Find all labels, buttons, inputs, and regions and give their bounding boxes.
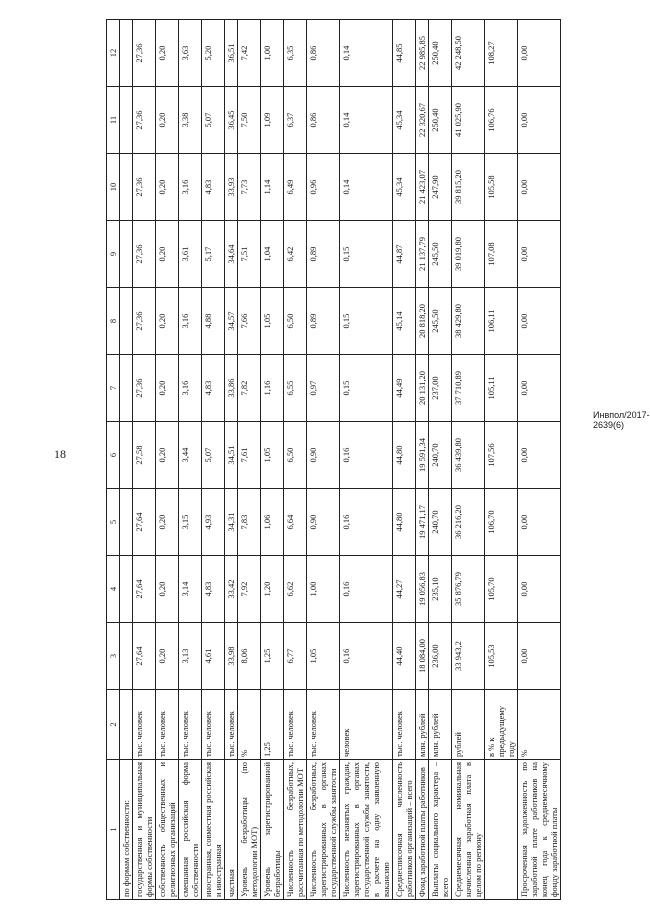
value-cell: 19 471,17 (416, 489, 429, 556)
table-row (393, 20, 416, 900)
value-cell: 19 056,83 (416, 556, 429, 623)
value-cell: 45,34 (393, 87, 416, 154)
value-cell: 18 084,00 (416, 623, 429, 690)
value-cell: 0,96 (307, 154, 340, 221)
value-cell: 0,86 (307, 87, 340, 154)
value-cell: 42 248,50 (452, 20, 485, 87)
value-cell: 0,20 (156, 623, 179, 690)
table-row (340, 20, 393, 900)
value-cell: 38 429,80 (452, 288, 485, 355)
value-cell: 5,20 (202, 20, 225, 87)
value-cell: 7,92 (238, 556, 261, 623)
header-cell: 11 (107, 87, 120, 154)
value-cell: 0,97 (307, 355, 340, 422)
value-cell: 7,66 (238, 288, 261, 355)
value-cell: 4,83 (202, 355, 225, 422)
value-cell: 27,36 (133, 221, 156, 288)
value-cell (120, 288, 133, 355)
value-cell: 3,16 (179, 355, 202, 422)
indicator-label: Уровень зарегистрированной безработицы (261, 760, 284, 900)
value-cell: 0,14 (340, 87, 393, 154)
value-cell: 0,86 (307, 20, 340, 87)
unit-cell: тыс. человек (133, 690, 156, 760)
header-cell: 10 (107, 154, 120, 221)
value-cell: 20 818,20 (416, 288, 429, 355)
value-cell: 22 320,67 (416, 87, 429, 154)
value-cell: 1,05 (261, 422, 284, 489)
value-cell: 27,36 (133, 20, 156, 87)
value-cell (120, 355, 133, 422)
value-cell: 1,00 (261, 20, 284, 87)
value-cell: 34,64 (225, 221, 238, 288)
value-cell: 6,64 (284, 489, 307, 556)
value-cell: 6,77 (284, 623, 307, 690)
value-cell: 237,00 (429, 355, 452, 422)
unit-cell: в % к предыдущему году (485, 690, 518, 760)
unit-cell: 1,25 (261, 690, 284, 760)
table-row (307, 20, 340, 900)
value-cell: 4,93 (202, 489, 225, 556)
value-cell: 0,14 (340, 154, 393, 221)
value-cell: 5,17 (202, 221, 225, 288)
unit-cell: тыс. человек (179, 690, 202, 760)
value-cell: 106,70 (485, 489, 518, 556)
value-cell: 1,14 (261, 154, 284, 221)
value-cell: 6,55 (284, 355, 307, 422)
value-cell: 21 423,07 (416, 154, 429, 221)
table-row (429, 20, 452, 900)
value-cell: 3,16 (179, 288, 202, 355)
table-row (284, 20, 307, 900)
value-cell: 6,37 (284, 87, 307, 154)
page-number: 18 (54, 447, 66, 461)
value-cell: 36,51 (225, 20, 238, 87)
value-cell (120, 422, 133, 489)
value-cell: 240,70 (429, 422, 452, 489)
header-cell: 1 (107, 760, 120, 900)
value-cell: 27,36 (133, 355, 156, 422)
value-cell: 39 019,80 (452, 221, 485, 288)
value-cell (120, 489, 133, 556)
value-cell: 3,44 (179, 422, 202, 489)
value-cell: 4,61 (202, 623, 225, 690)
value-cell: 0,00 (518, 20, 561, 87)
header-cell: 9 (107, 221, 120, 288)
value-cell: 35 876,79 (452, 556, 485, 623)
value-cell: 0,20 (156, 87, 179, 154)
value-cell: 106,76 (485, 87, 518, 154)
table-row (179, 20, 202, 900)
value-cell: 105,53 (485, 623, 518, 690)
value-cell: 7,61 (238, 422, 261, 489)
unit-cell: % (518, 690, 561, 760)
unit-cell: тыс. человек (284, 690, 307, 760)
value-cell: 1,05 (307, 623, 340, 690)
value-cell: 105,70 (485, 556, 518, 623)
value-cell: 7,51 (238, 221, 261, 288)
value-cell: 44,80 (393, 489, 416, 556)
table-row (202, 20, 225, 900)
value-cell: 0,00 (518, 288, 561, 355)
indicator-label: собственность общественных и религиозных организаций (156, 760, 179, 900)
value-cell: 36,45 (225, 87, 238, 154)
value-cell: 0,90 (307, 489, 340, 556)
table-row (120, 20, 133, 900)
unit-cell: тыс. человек (225, 690, 238, 760)
value-cell: 44,27 (393, 556, 416, 623)
value-cell: 37 710,89 (452, 355, 485, 422)
table-row (518, 20, 561, 900)
value-cell: 7,82 (238, 355, 261, 422)
value-cell: 0,14 (340, 20, 393, 87)
value-cell: 0,90 (307, 422, 340, 489)
value-cell: 33,42 (225, 556, 238, 623)
indicator-label: Среднемесячная номинальная начисленная заработная плата в целом по региону (452, 760, 485, 900)
indicator-label: государственная и муниципальная формы собственности (133, 760, 156, 900)
table-row (261, 20, 284, 900)
value-cell: 36 216,20 (452, 489, 485, 556)
value-cell: 0,00 (518, 87, 561, 154)
value-cell: 0,00 (518, 422, 561, 489)
value-cell: 20 131,20 (416, 355, 429, 422)
value-cell: 6,42 (284, 221, 307, 288)
header-cell: 4 (107, 556, 120, 623)
value-cell: 6,50 (284, 422, 307, 489)
table-row (225, 20, 238, 900)
table-row (485, 20, 518, 900)
value-cell: 0,20 (156, 20, 179, 87)
value-cell: 44,49 (393, 355, 416, 422)
value-cell: 8,06 (238, 623, 261, 690)
value-cell: 44,85 (393, 20, 416, 87)
value-cell: 6,49 (284, 154, 307, 221)
value-cell: 1,00 (307, 556, 340, 623)
header-cell: 2 (107, 690, 120, 760)
value-cell: 0,20 (156, 355, 179, 422)
indicator-label: Выплаты социального характера – всего (429, 760, 452, 900)
value-cell: 45,34 (393, 154, 416, 221)
value-cell: 1,16 (261, 355, 284, 422)
value-cell: 0,15 (340, 288, 393, 355)
value-cell: 6,35 (284, 20, 307, 87)
unit-cell (120, 690, 133, 760)
value-cell: 0,16 (340, 489, 393, 556)
value-cell: 0,20 (156, 422, 179, 489)
unit-cell: тыс. человек (156, 690, 179, 760)
value-cell: 0,00 (518, 556, 561, 623)
value-cell: 0,16 (340, 556, 393, 623)
value-cell: 33 943,2 (452, 623, 485, 690)
value-cell: 0,89 (307, 288, 340, 355)
indicator-label: частная (225, 760, 238, 900)
value-cell: 0,15 (340, 221, 393, 288)
value-cell: 236,00 (429, 623, 452, 690)
unit-cell: рублей (452, 690, 485, 760)
value-cell: 247,90 (429, 154, 452, 221)
value-cell: 1,20 (261, 556, 284, 623)
value-cell: 44,80 (393, 422, 416, 489)
indicator-label: Уровень безработицы (по методологии МОТ) (238, 760, 261, 900)
value-cell: 0,89 (307, 221, 340, 288)
value-cell: 27,36 (133, 87, 156, 154)
value-cell: 3,15 (179, 489, 202, 556)
value-cell: 44,87 (393, 221, 416, 288)
value-cell: 3,63 (179, 20, 202, 87)
value-cell: 0,20 (156, 489, 179, 556)
value-cell: 27,64 (133, 489, 156, 556)
value-cell: 3,14 (179, 556, 202, 623)
value-cell: 1,06 (261, 489, 284, 556)
value-cell: 105,58 (485, 154, 518, 221)
value-cell: 0,20 (156, 288, 179, 355)
value-cell: 3,13 (179, 623, 202, 690)
value-cell: 235,10 (429, 556, 452, 623)
value-cell (120, 154, 133, 221)
table-body (120, 20, 561, 900)
unit-cell: тыс. человек (307, 690, 340, 760)
indicator-label: Среднесписочная численность работников организаций – всего (393, 760, 416, 900)
forecast-table (106, 19, 561, 900)
value-cell: 3,38 (179, 87, 202, 154)
unit-cell: тыс. человек (393, 690, 416, 760)
value-cell: 6,50 (284, 288, 307, 355)
value-cell: 5,07 (202, 422, 225, 489)
value-cell: 7,50 (238, 87, 261, 154)
value-cell: 240,70 (429, 489, 452, 556)
value-cell: 34,57 (225, 288, 238, 355)
value-cell: 1,04 (261, 221, 284, 288)
table-row (156, 20, 179, 900)
value-cell: 22 985,85 (416, 20, 429, 87)
value-cell: 44,40 (393, 623, 416, 690)
indicator-label: иностранная, совместная российская и иностранная (202, 760, 225, 900)
value-cell: 33,86 (225, 355, 238, 422)
value-cell (120, 221, 133, 288)
document-id: Инвпол/2017-2639(6) (593, 410, 650, 430)
value-cell: 21 137,79 (416, 221, 429, 288)
value-cell: 27,64 (133, 623, 156, 690)
value-cell: 0,20 (156, 556, 179, 623)
value-cell: 1,25 (261, 623, 284, 690)
value-cell (120, 87, 133, 154)
value-cell: 245,50 (429, 221, 452, 288)
indicator-label (485, 760, 518, 900)
value-cell: 7,83 (238, 489, 261, 556)
value-cell (120, 623, 133, 690)
unit-cell: % (238, 690, 261, 760)
table-row (133, 20, 156, 900)
indicator-label: Просроченная задолженность по заработной плате работников на конец года к среднемесячному фонду заработной платы (518, 760, 561, 900)
value-cell: 0,15 (340, 355, 393, 422)
value-cell: 4,88 (202, 288, 225, 355)
value-cell: 19 591,34 (416, 422, 429, 489)
value-cell: 33,93 (225, 154, 238, 221)
value-cell: 105,11 (485, 355, 518, 422)
value-cell: 0,00 (518, 489, 561, 556)
value-cell: 45,14 (393, 288, 416, 355)
value-cell: 1,09 (261, 87, 284, 154)
value-cell: 3,16 (179, 154, 202, 221)
value-cell: 0,20 (156, 221, 179, 288)
value-cell: 7,73 (238, 154, 261, 221)
value-cell: 0,16 (340, 422, 393, 489)
value-cell: 0,16 (340, 623, 393, 690)
table-row (416, 20, 429, 900)
value-cell: 106,11 (485, 288, 518, 355)
value-cell: 108,27 (485, 20, 518, 87)
header-cell: 5 (107, 489, 120, 556)
value-cell: 39 815,20 (452, 154, 485, 221)
value-cell: 7,42 (238, 20, 261, 87)
value-cell: 4,83 (202, 556, 225, 623)
indicator-label: Фонд заработной платы работников (416, 760, 429, 900)
header-cell: 12 (107, 20, 120, 87)
value-cell: 36 439,80 (452, 422, 485, 489)
table-row (452, 20, 485, 900)
value-cell: 0,00 (518, 221, 561, 288)
header-cell: 7 (107, 355, 120, 422)
value-cell: 3,61 (179, 221, 202, 288)
value-cell: 4,83 (202, 154, 225, 221)
value-cell (120, 20, 133, 87)
header-row (107, 20, 120, 900)
value-cell: 33,98 (225, 623, 238, 690)
value-cell: 245,50 (429, 288, 452, 355)
header-cell: 8 (107, 288, 120, 355)
value-cell: 0,00 (518, 355, 561, 422)
unit-cell: тыс. человек (202, 690, 225, 760)
value-cell (120, 556, 133, 623)
value-cell: 250,40 (429, 20, 452, 87)
rotated-table-container (106, 20, 616, 900)
indicator-label: по формам собственности: (120, 760, 133, 900)
header-cell: 6 (107, 422, 120, 489)
value-cell: 5,07 (202, 87, 225, 154)
value-cell: 107,08 (485, 221, 518, 288)
value-cell: 250,40 (429, 87, 452, 154)
table-row (238, 20, 261, 900)
value-cell: 0,00 (518, 623, 561, 690)
value-cell: 34,51 (225, 422, 238, 489)
value-cell: 27,58 (133, 422, 156, 489)
indicator-label: Численность незанятых граждан, зарегистрированных в органах государственной службы занятости, в расчете на одну заявленную вакансию (340, 760, 393, 900)
indicator-label: Численность безработных, рассчитанная по методологии МОТ (284, 760, 307, 900)
unit-cell: млн. рублей (416, 690, 429, 760)
value-cell: 27,36 (133, 288, 156, 355)
value-cell: 41 025,90 (452, 87, 485, 154)
indicator-label: Численность безработных, зарегистрированных в органах государственной службы занятости (307, 760, 340, 900)
value-cell: 6,62 (284, 556, 307, 623)
value-cell: 0,20 (156, 154, 179, 221)
unit-cell: млн. рублей (429, 690, 452, 760)
value-cell: 27,64 (133, 556, 156, 623)
value-cell: 107,56 (485, 422, 518, 489)
header-cell: 3 (107, 623, 120, 690)
indicator-label: смешанная российская форма собственности (179, 760, 202, 900)
value-cell: 27,36 (133, 154, 156, 221)
value-cell: 34,31 (225, 489, 238, 556)
unit-cell: человек (340, 690, 393, 760)
value-cell: 0,00 (518, 154, 561, 221)
value-cell: 1,05 (261, 288, 284, 355)
